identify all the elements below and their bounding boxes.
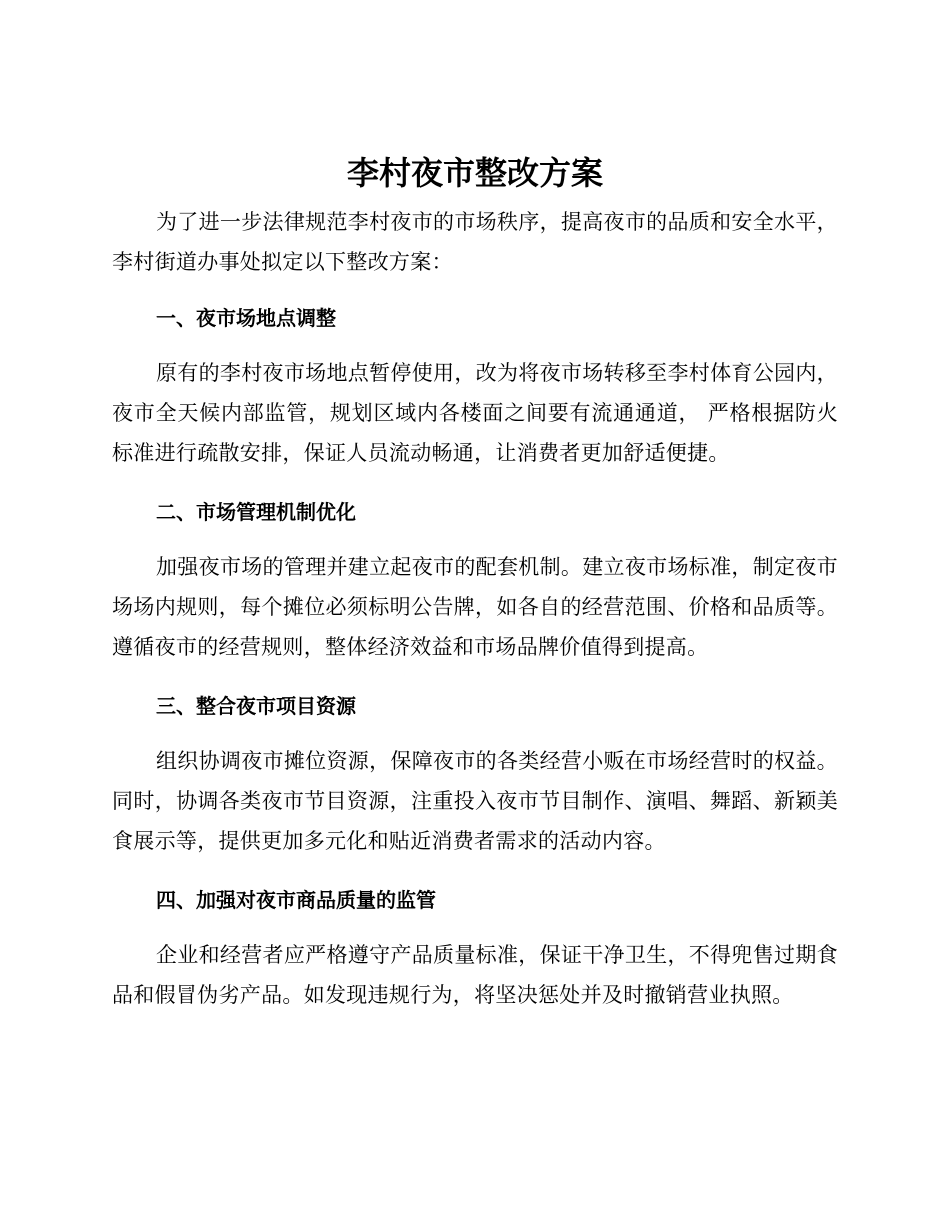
section-heading-2: 二、市场管理机制优化 — [156, 500, 356, 524]
section-heading-4: 四、加强对夜市商品质量的监管 — [156, 888, 436, 912]
page-title: 李村夜市整改方案 — [346, 154, 603, 192]
section-heading-3: 三、整合夜市项目资源 — [156, 694, 356, 718]
section-body-3: 组织协调夜市摊位资源，保障夜市的各类经营小贩在市场经营时的权益。同时，协调各类夜市节目资源，注重投入夜市节目制作、演唱、舞蹈、新颖美食展示等，提供更加多元化和贴近消费者需求的活动内容。 — [112, 749, 838, 853]
intro-paragraph: 为了进一步法律规范李村夜市的市场秩序，提高夜市的品质和安全水平，李村街道办事处拟定以下整改方案： — [112, 210, 838, 274]
section-body-1: 原有的李村夜市场地点暂停使用，改为将夜市场转移至李村体育公园内，夜市全天候内部监管，规划区域内各楼面之间要有流通通道， 严格根据防火标准进行疏散安排，保证人员流动畅通，让消费者更加舒适便捷。 — [112, 361, 838, 465]
section-body-2: 加强夜市场的管理并建立起夜市的配套机制。建立夜市场标准，制定夜市场场内规则，每个摊位必须标明公告牌，如各自的经营范围、价格和品质等。遵循夜市的经营规则，整体经济效益和市场品牌价值得到提高。 — [112, 555, 838, 659]
section-body-4: 企业和经营者应严格遵守产品质量标准，保证干净卫生，不得兜售过期食品和假冒伪劣产品。如发现违规行为，将坚决惩处并及时撤销营业执照。 — [112, 943, 838, 1007]
section-heading-1: 一、夜市场地点调整 — [156, 306, 336, 330]
